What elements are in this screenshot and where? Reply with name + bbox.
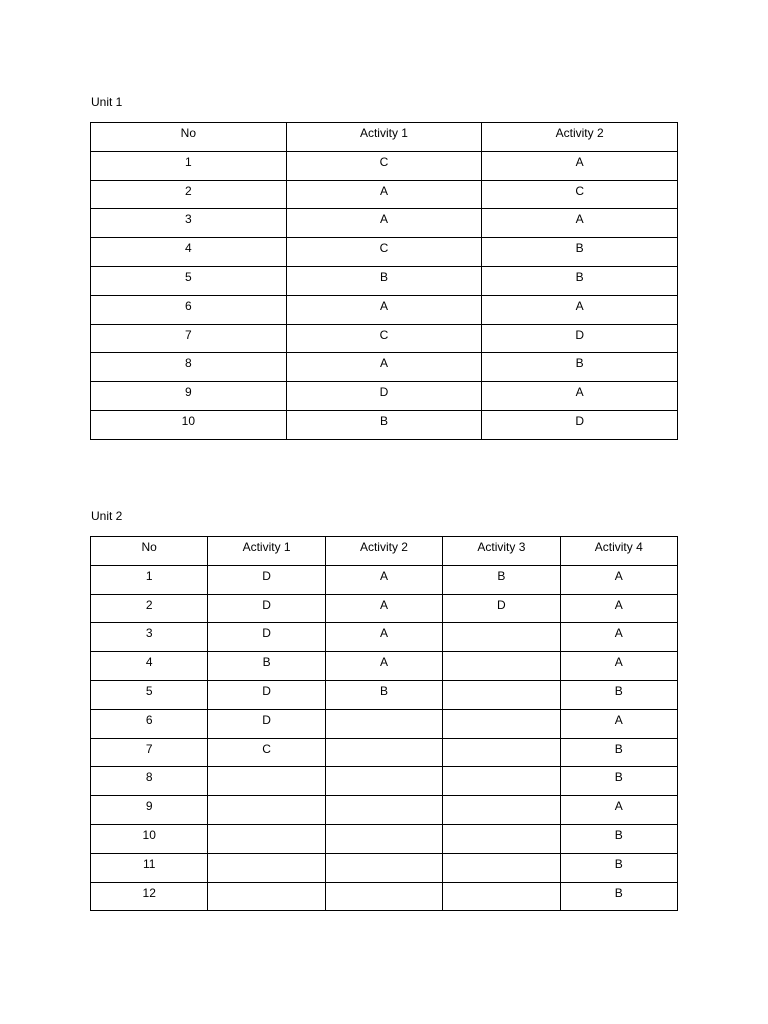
table-row (91, 238, 678, 267)
answer-cell: D (208, 680, 325, 709)
question-number-cell: 8 (91, 767, 208, 796)
answer-cell (443, 680, 560, 709)
table-row (91, 767, 678, 796)
answer-cell (443, 853, 560, 882)
table-row (91, 709, 678, 738)
question-number-cell: 1 (91, 565, 208, 594)
question-number-cell: 2 (91, 594, 208, 623)
answer-cell: A (560, 796, 677, 825)
table-row (91, 353, 678, 382)
question-number-cell: 7 (91, 324, 287, 353)
answer-cell: A (286, 209, 482, 238)
answer-cell: C (482, 180, 678, 209)
answer-cell: B (560, 882, 677, 911)
answer-cell: D (482, 410, 678, 439)
unit-2-answer-table (90, 536, 678, 911)
answer-cell: A (286, 180, 482, 209)
question-number-cell: 12 (91, 882, 208, 911)
question-number-cell: 4 (91, 238, 287, 267)
answer-cell: A (325, 623, 442, 652)
answer-cell: A (325, 565, 442, 594)
column-header: Activity 1 (208, 537, 325, 566)
column-header: No (91, 537, 208, 566)
answer-cell (325, 709, 442, 738)
column-header: Activity 2 (325, 537, 442, 566)
answer-cell: C (286, 238, 482, 267)
answer-cell: B (443, 565, 560, 594)
answer-cell: A (482, 209, 678, 238)
question-number-cell: 5 (91, 266, 287, 295)
table-row (91, 382, 678, 411)
question-number-cell: 6 (91, 709, 208, 738)
table-row (91, 882, 678, 911)
table-row (91, 266, 678, 295)
question-number-cell: 9 (91, 796, 208, 825)
answer-cell (208, 882, 325, 911)
column-header: Activity 3 (443, 537, 560, 566)
table-row (91, 324, 678, 353)
answer-cell: D (482, 324, 678, 353)
column-header: Activity 4 (560, 537, 677, 566)
unit-2-title: Unit 2 (91, 509, 123, 523)
answer-cell: D (208, 709, 325, 738)
answer-cell (325, 738, 442, 767)
answer-cell (443, 709, 560, 738)
answer-cell: B (286, 410, 482, 439)
answer-cell (443, 796, 560, 825)
answer-cell: C (286, 151, 482, 180)
answer-cell: A (560, 565, 677, 594)
answer-cell: D (286, 382, 482, 411)
question-number-cell: 6 (91, 295, 287, 324)
answer-cell: A (560, 652, 677, 681)
answer-cell: D (208, 594, 325, 623)
table-row (91, 594, 678, 623)
answer-cell: B (560, 824, 677, 853)
question-number-cell: 11 (91, 853, 208, 882)
answer-cell (325, 796, 442, 825)
table-row (91, 853, 678, 882)
question-number-cell: 5 (91, 680, 208, 709)
answer-cell: B (482, 266, 678, 295)
table-row (91, 410, 678, 439)
table-header-row (91, 537, 678, 566)
answer-cell (325, 767, 442, 796)
table-row (91, 680, 678, 709)
answer-cell (443, 652, 560, 681)
answer-cell (325, 853, 442, 882)
table-row (91, 652, 678, 681)
answer-cell (443, 767, 560, 796)
answer-cell: A (325, 652, 442, 681)
answer-cell: A (560, 594, 677, 623)
answer-cell (325, 882, 442, 911)
question-number-cell: 1 (91, 151, 287, 180)
unit-1-title: Unit 1 (91, 95, 123, 109)
answer-cell: A (560, 623, 677, 652)
answer-cell: D (208, 565, 325, 594)
answer-cell (443, 882, 560, 911)
table-row (91, 180, 678, 209)
answer-cell (208, 796, 325, 825)
answer-cell: C (208, 738, 325, 767)
unit-1-answer-table (90, 122, 678, 440)
answer-cell: A (482, 295, 678, 324)
answer-cell: C (286, 324, 482, 353)
table-row (91, 738, 678, 767)
answer-cell: B (560, 853, 677, 882)
question-number-cell: 2 (91, 180, 287, 209)
answer-cell: D (208, 623, 325, 652)
question-number-cell: 9 (91, 382, 287, 411)
answer-cell (443, 623, 560, 652)
column-header: Activity 1 (286, 123, 482, 152)
answer-cell: B (286, 266, 482, 295)
table-row (91, 796, 678, 825)
table-row (91, 295, 678, 324)
answer-cell: B (560, 680, 677, 709)
question-number-cell: 10 (91, 410, 287, 439)
answer-cell: D (443, 594, 560, 623)
answer-cell: A (286, 353, 482, 382)
answer-cell: B (560, 767, 677, 796)
table-row (91, 824, 678, 853)
answer-cell: B (208, 652, 325, 681)
question-number-cell: 10 (91, 824, 208, 853)
answer-cell: A (482, 382, 678, 411)
answer-cell (208, 767, 325, 796)
answer-cell: B (482, 238, 678, 267)
answer-cell: B (560, 738, 677, 767)
answer-cell: A (482, 151, 678, 180)
answer-cell: B (482, 353, 678, 382)
column-header: Activity 2 (482, 123, 678, 152)
answer-cell (325, 824, 442, 853)
column-header: No (91, 123, 287, 152)
answer-cell: A (560, 709, 677, 738)
question-number-cell: 4 (91, 652, 208, 681)
table-row (91, 209, 678, 238)
question-number-cell: 8 (91, 353, 287, 382)
table-row (91, 151, 678, 180)
question-number-cell: 3 (91, 623, 208, 652)
answer-cell (443, 824, 560, 853)
answer-cell: A (286, 295, 482, 324)
question-number-cell: 7 (91, 738, 208, 767)
table-row (91, 623, 678, 652)
answer-cell: A (325, 594, 442, 623)
question-number-cell: 3 (91, 209, 287, 238)
table-row (91, 565, 678, 594)
answer-cell (208, 824, 325, 853)
answer-cell (208, 853, 325, 882)
answer-cell: B (325, 680, 442, 709)
table-header-row (91, 123, 678, 152)
answer-cell (443, 738, 560, 767)
